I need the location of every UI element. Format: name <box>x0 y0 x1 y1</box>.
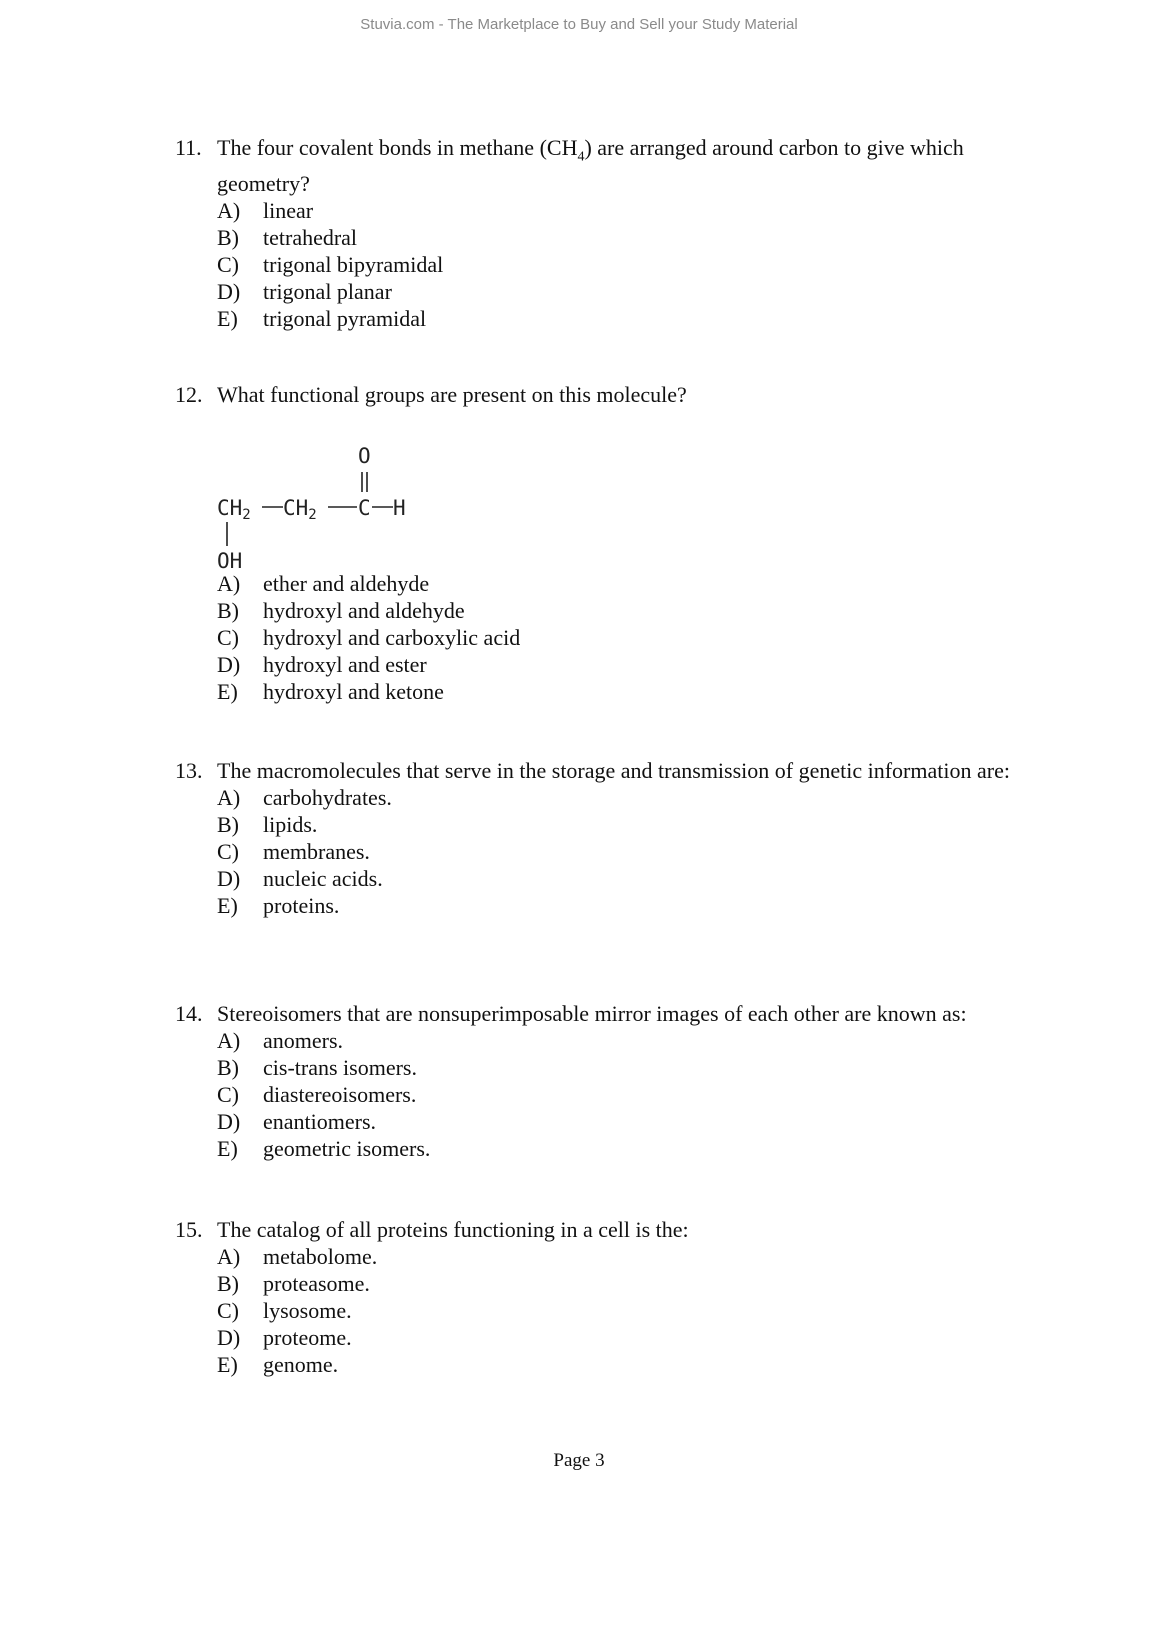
question-number: 11. <box>175 135 202 160</box>
question-text: Stereoisomers that are nonsuperimposable mirror images of each other are known as: <box>217 1001 967 1026</box>
option: E) genome. <box>217 1352 339 1377</box>
option: E) hydroxyl and ketone <box>217 679 444 704</box>
molecule-structure <box>217 408 447 573</box>
question-number: 15. <box>175 1217 203 1242</box>
option: A) ether and aldehyde <box>217 571 430 596</box>
option: C) lysosome. <box>217 1298 352 1323</box>
atom-ch2-1: CH2 <box>217 496 251 523</box>
option: D) hydroxyl and ester <box>217 652 427 677</box>
option: B) proteasome. <box>217 1271 370 1296</box>
subscript: 4 <box>577 149 585 165</box>
question-number: 13. <box>175 758 203 783</box>
question-11 <box>175 134 1055 332</box>
atom-oh: OH <box>217 549 243 573</box>
question-14 <box>175 1000 1055 1162</box>
option: C) diastereoisomers. <box>217 1082 417 1107</box>
question-number: 12. <box>175 382 203 407</box>
atom-oxygen: O <box>358 444 371 468</box>
answer-options <box>217 784 1055 919</box>
option: C) trigonal bipyramidal <box>217 252 444 278</box>
answer-options <box>217 197 1055 332</box>
option: E) proteins. <box>217 893 340 918</box>
atom-hydrogen: H <box>393 496 406 520</box>
question-number: 14. <box>175 1001 203 1026</box>
option: D) proteome. <box>217 1325 352 1350</box>
question-text: What functional groups are present on this molecule? <box>217 382 687 407</box>
option: C) membranes. <box>217 839 370 864</box>
option: A) linear <box>217 198 314 224</box>
answer-options <box>217 1243 1055 1378</box>
question-15 <box>175 1216 1055 1378</box>
page-header: Stuvia.com - The Marketplace to Buy and Sell your Study Material <box>360 16 798 33</box>
answer-options <box>217 570 1055 705</box>
option: E) trigonal pyramidal <box>217 306 427 332</box>
option: B) lipids. <box>217 812 318 837</box>
option: B) cis-trans isomers. <box>217 1055 417 1080</box>
answer-options <box>217 1027 1055 1162</box>
structural-formula <box>217 408 447 573</box>
question-text: The four covalent bonds in methane $(CH_4)$ are arranged around carbon to give which geometry? <box>217 135 964 197</box>
option: C) hydroxyl and carboxylic acid <box>217 625 521 650</box>
question-text: The macromolecules that serve in the storage and transmission of genetic information are: <box>217 758 1010 783</box>
option: B) tetrahedral <box>217 225 358 251</box>
option: E) geometric isomers. <box>217 1136 431 1161</box>
atom-ch2-2: CH2 <box>283 496 317 523</box>
option: A) anomers. <box>217 1028 344 1053</box>
atom-carbon: C <box>358 496 371 520</box>
page-number: Page 3 <box>553 1450 605 1471</box>
option: D) trigonal planar <box>217 279 392 305</box>
option: B) hydroxyl and aldehyde <box>217 598 465 623</box>
option: D) enantiomers. <box>217 1109 377 1134</box>
option: A) carbohydrates. <box>217 785 392 810</box>
question-12 <box>175 381 1055 705</box>
option: A) metabolome. <box>217 1244 378 1269</box>
question-13 <box>175 757 1055 919</box>
option: D) nucleic acids. <box>217 866 383 891</box>
question-text: The catalog of all proteins functioning in a cell is the: <box>217 1217 689 1242</box>
